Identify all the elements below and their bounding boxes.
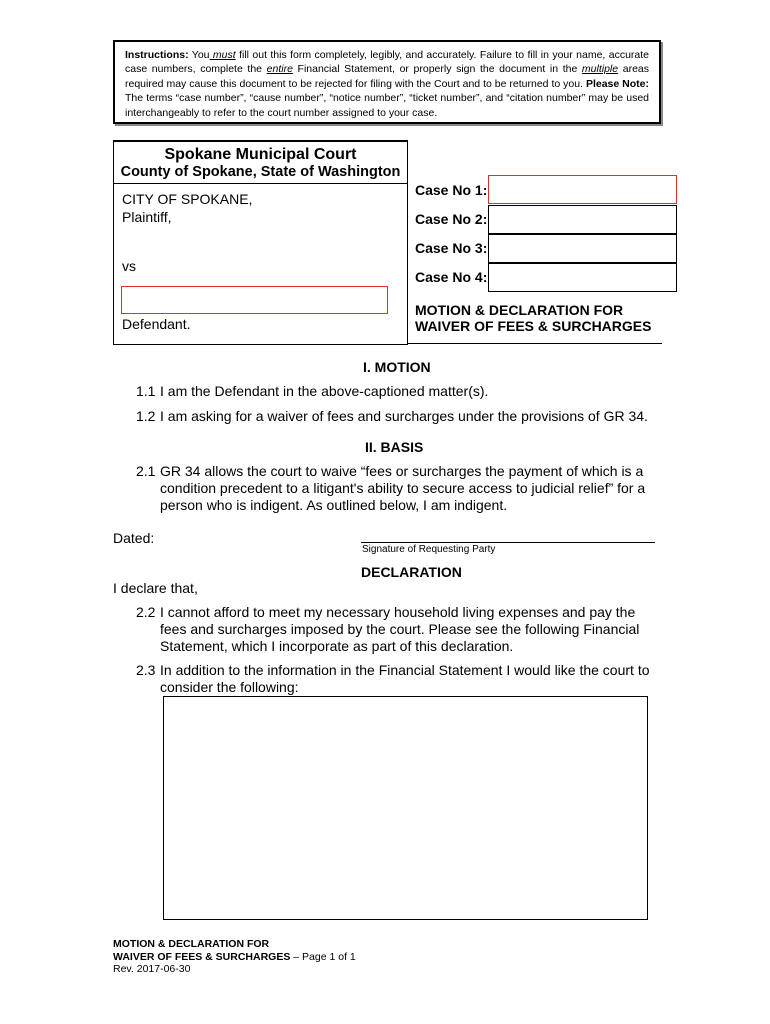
defendant-label: Defendant. bbox=[122, 316, 191, 332]
footer-page: – Page 1 of 1 bbox=[290, 950, 356, 963]
document-title-line2: WAIVER OF FEES & SURCHARGES bbox=[415, 318, 652, 334]
plaintiff-role: Plaintiff, bbox=[122, 209, 172, 225]
basis-line-2: condition precedent to a litigant's ability to secure access to judicial relief” for a bbox=[160, 480, 646, 496]
plaintiff-name: CITY OF SPOKANE, bbox=[122, 191, 253, 207]
footer-revision: Rev. 2017-06-30 bbox=[113, 963, 191, 975]
case-4-label: Case No 4: bbox=[415, 269, 488, 285]
signature-label: Signature of Requesting Party bbox=[362, 544, 496, 555]
case-4-field[interactable] bbox=[488, 263, 677, 292]
case-1-field[interactable] bbox=[488, 175, 677, 204]
footer bbox=[113, 938, 356, 976]
declaration-item-2-line-2: fees and surcharges imposed by the court. Please see the following Financial bbox=[160, 621, 640, 637]
basis-line-1: GR 34 allows the court to waive “fees or surcharges the payment of which is a bbox=[160, 463, 644, 479]
declaration-item-3-line-2: consider the following: bbox=[160, 679, 299, 695]
case-3-label: Case No 3: bbox=[415, 240, 488, 256]
versus-label: vs bbox=[122, 258, 136, 274]
declaration-item-2-line-1: I cannot afford to meet my necessary household living expenses and pay the bbox=[160, 604, 636, 620]
instructions-label: Instructions: bbox=[125, 49, 189, 61]
dated-label: Dated: bbox=[113, 530, 155, 546]
instructions-text: fill out this form completely, legibly, and accurately. Failure to fill in your name, accurate case numbers, complete the bbox=[125, 49, 650, 76]
instructions-multiple: multiple bbox=[581, 63, 619, 76]
footer-line-2-title: WAIVER OF FEES & SURCHARGES bbox=[113, 950, 291, 963]
case-1-label: Case No 1: bbox=[415, 182, 488, 198]
signature-line[interactable] bbox=[361, 542, 655, 543]
case-3-field[interactable] bbox=[488, 234, 677, 263]
declaration-item-2-number: 2.2 bbox=[136, 604, 156, 620]
defendant-name-field[interactable] bbox=[121, 286, 388, 314]
motion-item-2-number: 1.2 bbox=[136, 408, 156, 424]
footer-line-1: MOTION & DECLARATION FOR bbox=[113, 938, 270, 950]
motion-item-1-number: 1.1 bbox=[136, 383, 156, 399]
basis-heading: II. BASIS bbox=[365, 439, 424, 455]
court-county: County of Spokane, State of Washington bbox=[120, 164, 401, 180]
case-2-field[interactable] bbox=[488, 205, 677, 234]
instructions-text: The terms “case number”, “cause number”, “notice number”, “ticket number”, and “citation number” may be used interchangeably to refer to the court number assigned to your case. bbox=[125, 92, 649, 119]
declaration-item-2-line-3: Statement, which I incorporate as part of this declaration. bbox=[160, 638, 514, 654]
declaration-item-3-number: 2.3 bbox=[136, 662, 156, 678]
motion-item-1: I am the Defendant in the above-captioned matter(s). bbox=[160, 383, 489, 399]
instructions-note-label: Please Note: bbox=[585, 77, 650, 90]
instructions-entire: entire bbox=[266, 63, 293, 76]
declaration-heading: DECLARATION bbox=[361, 564, 462, 580]
instructions-text: areas required may cause this document to be rejected for filing with the Court and to be returned to you. bbox=[125, 63, 649, 90]
instructions-text: You bbox=[188, 49, 210, 61]
declaration-intro: I declare that, bbox=[113, 580, 198, 596]
instructions-text: Financial Statement, or properly sign the document in the bbox=[292, 63, 582, 76]
document-title-line1: MOTION & DECLARATION FOR bbox=[415, 302, 624, 318]
court-name: Spokane Municipal Court bbox=[164, 146, 357, 163]
basis-item-number: 2.1 bbox=[136, 463, 156, 479]
divider bbox=[408, 343, 662, 344]
case-2-label: Case No 2: bbox=[415, 211, 488, 227]
motion-heading: I. MOTION bbox=[363, 359, 431, 375]
instructions-box bbox=[113, 40, 661, 124]
divider bbox=[113, 183, 408, 184]
consider-textarea[interactable] bbox=[163, 696, 648, 920]
declaration-item-3-line-1: In addition to the information in the Financial Statement I would like the court to bbox=[160, 662, 650, 678]
basis-line-3: person who is indigent. As outlined below, I am indigent. bbox=[160, 497, 508, 513]
motion-item-2: I am asking for a waiver of fees and surcharges under the provisions of GR 34. bbox=[160, 408, 648, 424]
instructions-must: must bbox=[209, 49, 236, 61]
